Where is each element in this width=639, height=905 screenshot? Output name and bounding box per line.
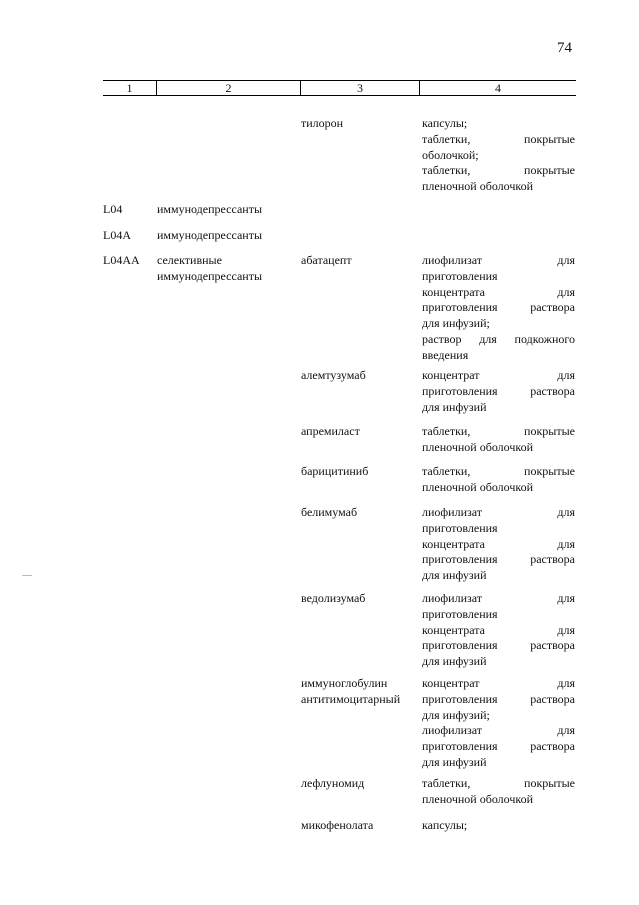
dosage-form-line: приготовления xyxy=(422,268,498,283)
group-name-line: иммунодепрессанты xyxy=(157,202,263,216)
word: таблетки, xyxy=(422,131,471,146)
word: для xyxy=(557,536,575,551)
word: концентрат xyxy=(422,368,480,382)
group-name-line: иммунодепрессанты xyxy=(157,228,263,242)
header-cell: 4 xyxy=(495,81,501,95)
drug-name xyxy=(301,368,417,384)
word: раствора xyxy=(530,552,575,567)
dosage-form-line xyxy=(422,591,575,607)
word: концентрата xyxy=(422,622,485,637)
word: раствора xyxy=(530,638,575,653)
word: лиофилизат xyxy=(422,505,483,519)
word: для xyxy=(557,505,575,519)
dosage-form xyxy=(422,424,575,456)
word: таблетки, xyxy=(422,776,471,790)
drug-name-line: микофенолата xyxy=(301,818,374,832)
word: концентрат xyxy=(422,676,480,690)
drug-name xyxy=(301,116,417,132)
dosage-form-line xyxy=(422,253,575,269)
dosage-form-line xyxy=(422,537,575,553)
word: таблетки, xyxy=(422,163,471,178)
drug-name-line: лефлуномид xyxy=(301,776,365,790)
word: приготовления xyxy=(422,552,498,567)
dosage-form xyxy=(422,505,575,584)
word: для xyxy=(557,723,575,738)
dosage-form-line xyxy=(422,285,575,301)
drug-name-line: апремиласт xyxy=(301,424,360,438)
dosage-form-line: оболочкой; xyxy=(422,147,479,162)
dosage-form-line: пленочной оболочкой xyxy=(422,791,534,806)
drug-name-line: барицитиниб xyxy=(301,464,369,478)
word: лиофилизат xyxy=(422,591,483,605)
drug-name-line: ведолизумаб xyxy=(301,591,366,605)
word: покрытые xyxy=(524,464,575,478)
header-cell: 1 xyxy=(126,81,133,95)
dosage-form-line: для инфузий xyxy=(422,399,487,414)
dosage-form-line xyxy=(422,464,575,480)
dosage-form xyxy=(422,676,575,771)
dosage-form-line xyxy=(422,623,575,639)
dosage-form-line: капсулы; xyxy=(422,116,468,130)
drug-name-line: белимумаб xyxy=(301,505,358,519)
drug-name-line: иммуноглобулин xyxy=(301,676,388,690)
dosage-form-line xyxy=(422,723,575,739)
dosage-form-line: пленочной оболочкой xyxy=(422,479,534,494)
word: для xyxy=(557,622,575,637)
dosage-form-line: для инфузий xyxy=(422,754,487,769)
dosage-form xyxy=(422,818,575,834)
drug-name-line: абатацепт xyxy=(301,253,352,267)
drug-name xyxy=(301,253,417,269)
dosage-form xyxy=(422,591,575,670)
drug-name xyxy=(301,424,417,440)
word: раствор xyxy=(422,331,462,346)
word: покрытые xyxy=(524,776,575,790)
dosage-form-line: для инфузий; xyxy=(422,316,490,331)
dosage-form xyxy=(422,253,575,364)
dosage-form-line: для инфузий; xyxy=(422,707,490,722)
drug-name-line: тилорон xyxy=(301,116,344,130)
word: раствора xyxy=(530,739,575,754)
dosage-form-line: пленочной оболочкой xyxy=(422,439,534,454)
dosage-form-line: для инфузий xyxy=(422,568,487,583)
dosage-form-line xyxy=(422,505,575,521)
drug-name xyxy=(301,776,417,792)
dosage-form-line xyxy=(422,739,575,755)
word: таблетки, xyxy=(422,464,471,478)
dosage-form-line xyxy=(422,424,575,440)
dosage-form-line xyxy=(422,638,575,654)
dosage-form-line xyxy=(422,384,575,400)
word: для xyxy=(557,591,575,605)
dosage-form-line: пленочной оболочкой xyxy=(422,179,534,194)
group-name xyxy=(157,228,297,244)
dosage-form-line xyxy=(422,552,575,568)
dosage-form-line: капсулы; xyxy=(422,818,468,832)
word: концентрата xyxy=(422,536,485,551)
page-number: 74 xyxy=(557,40,572,56)
word: приготовления xyxy=(422,383,498,398)
dosage-form-line: приготовления xyxy=(422,606,498,621)
dosage-form-line xyxy=(422,132,575,148)
drug-name xyxy=(301,818,417,834)
word: для xyxy=(557,284,575,299)
atc-code: L04 xyxy=(103,202,123,216)
word: концентрата xyxy=(422,284,485,299)
word: для xyxy=(557,676,575,690)
drug-name xyxy=(301,505,417,521)
word: таблетки, xyxy=(422,424,471,438)
word: приготовления xyxy=(422,739,498,754)
drug-name xyxy=(301,676,417,708)
dosage-form-line xyxy=(422,676,575,692)
group-name xyxy=(157,202,297,218)
word: приготовления xyxy=(422,691,498,706)
word: лиофилизат xyxy=(422,253,483,267)
dosage-form xyxy=(422,464,575,496)
word: раствора xyxy=(530,691,575,706)
drug-name xyxy=(301,464,417,480)
dosage-form xyxy=(422,776,575,808)
dosage-form-line xyxy=(422,776,575,792)
header-cell: 3 xyxy=(357,81,363,95)
header-cell: 2 xyxy=(225,81,232,95)
word: приготовления xyxy=(422,638,498,653)
drug-name xyxy=(301,591,417,607)
atc-code: L04AA xyxy=(103,253,140,267)
dosage-form-line xyxy=(422,332,575,348)
word: для xyxy=(557,368,575,382)
dosage-form xyxy=(422,116,575,195)
dosage-form-line xyxy=(422,692,575,708)
dosage-form-line: приготовления xyxy=(422,520,498,535)
scan-mark xyxy=(22,575,32,576)
word: приготовления xyxy=(422,300,498,315)
dosage-form xyxy=(422,368,575,415)
word: раствора xyxy=(530,383,575,398)
group-name xyxy=(157,253,297,285)
word: раствора xyxy=(530,300,575,315)
drug-name-line: алемтузумаб xyxy=(301,368,366,382)
word: покрытые xyxy=(524,163,575,178)
word: для xyxy=(557,253,575,267)
word: лиофилизат xyxy=(422,723,483,738)
atc-code: L04A xyxy=(103,228,131,242)
dosage-form-line: введения xyxy=(422,347,469,362)
table-header xyxy=(103,80,576,96)
drug-name-line: антитимоцитарный xyxy=(301,691,401,706)
dosage-form-line: для инфузий xyxy=(422,654,487,669)
word: покрытые xyxy=(524,424,575,438)
word: для xyxy=(479,331,497,346)
word: покрытые xyxy=(524,131,575,146)
dosage-form-line xyxy=(422,368,575,384)
dosage-form-line xyxy=(422,163,575,179)
word: подкожного xyxy=(514,331,575,346)
group-name-line: селективные xyxy=(157,253,222,267)
dosage-form-line xyxy=(422,300,575,316)
group-name-line: иммунодепрессанты xyxy=(157,268,263,283)
